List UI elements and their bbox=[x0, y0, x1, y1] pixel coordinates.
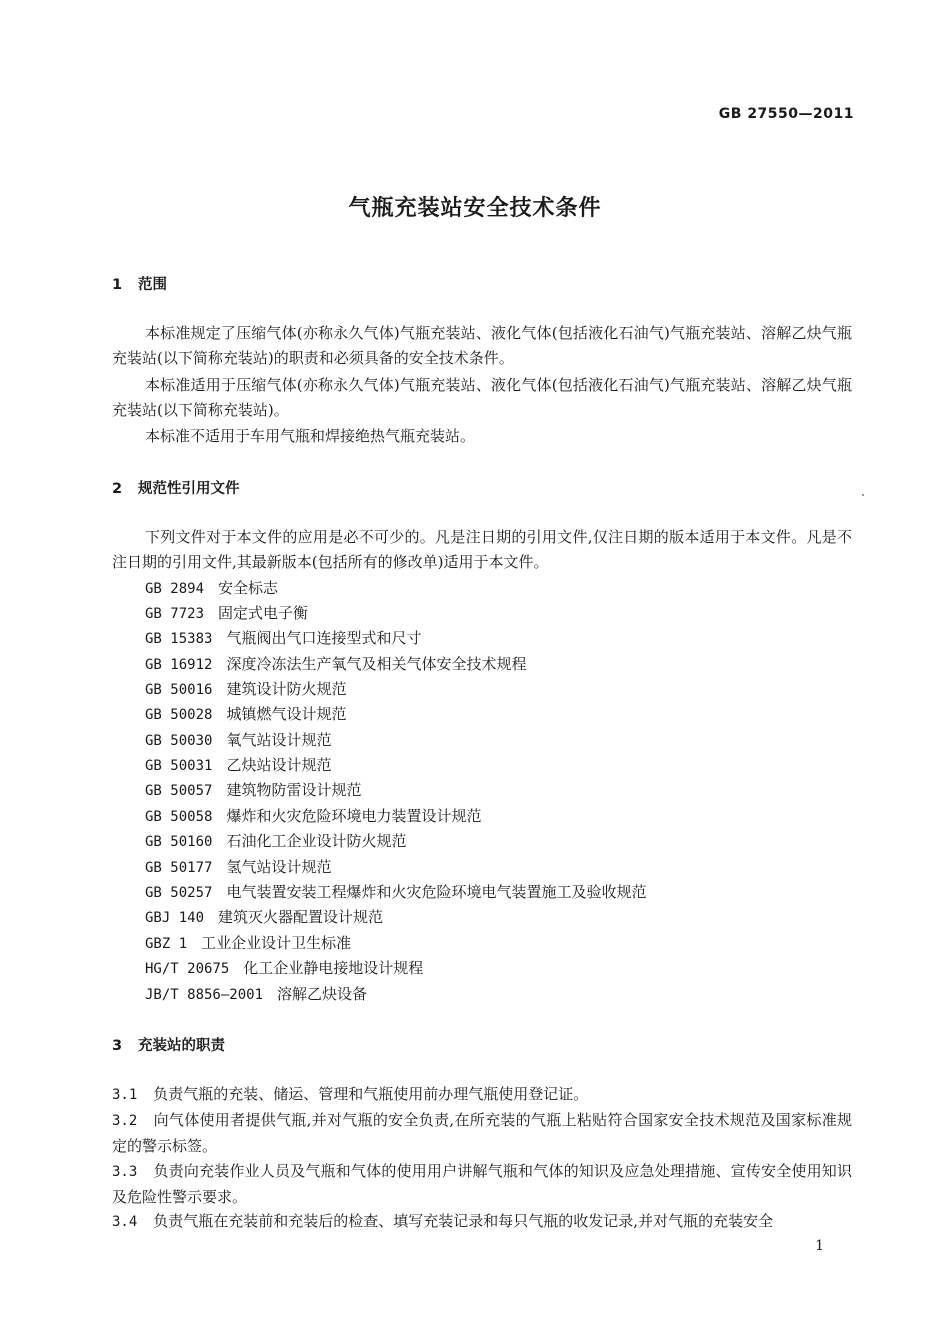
reference-name: 溶解乙炔设备 bbox=[277, 985, 368, 1003]
section-title: 规范性引用文件 bbox=[138, 481, 240, 497]
section-number: 2 bbox=[112, 481, 123, 497]
reference-item bbox=[145, 806, 481, 827]
reference-code: GB 7723 bbox=[145, 606, 205, 622]
reference-code: GB 15383 bbox=[145, 631, 213, 647]
reference-item bbox=[145, 704, 346, 725]
reference-name: 石油化工企业设计防火规范 bbox=[226, 832, 407, 850]
reference-name: 固定式电子衡 bbox=[218, 604, 309, 622]
clause-text: 负责气瓶在充装前和充装后的检查、填写充装记录和每只气瓶的收发记录,并对气瓶的充装安全 bbox=[153, 1212, 774, 1230]
section-number: 3 bbox=[112, 1038, 123, 1054]
reference-name: 爆炸和火灾危险环境电力装置设计规范 bbox=[226, 807, 482, 825]
reference-item bbox=[145, 780, 361, 801]
reference-item bbox=[145, 933, 351, 954]
clause-text: 负责气瓶的充装、储运、管理和气瓶使用前办理气瓶使用登记证。 bbox=[153, 1085, 589, 1103]
reference-code: GB 50028 bbox=[145, 707, 213, 723]
reference-code: GB 50030 bbox=[145, 733, 213, 749]
document-title: 气瓶充装站安全技术条件 bbox=[348, 196, 602, 221]
clause-number: 3.3 bbox=[112, 1164, 138, 1180]
clause bbox=[112, 1159, 852, 1210]
reference-code: GB 16912 bbox=[145, 657, 213, 673]
reference-code: GB 50160 bbox=[145, 834, 213, 850]
reference-item bbox=[145, 831, 406, 852]
reference-name: 氧气站设计规范 bbox=[226, 731, 332, 749]
section-title: 充装站的职责 bbox=[138, 1038, 225, 1054]
clause-number: 3.4 bbox=[112, 1214, 138, 1230]
reference-name: 建筑灭火器配置设计规范 bbox=[218, 908, 384, 926]
section-1-paragraph: 本标准适用于压缩气体(亦称永久气体)气瓶充装站、液化气体(包括液化石油气)气瓶充装站、溶解乙炔气瓶充装站(以下简称充装站)。 bbox=[112, 376, 852, 419]
reference-name: 气瓶阀出气口连接型式和尺寸 bbox=[226, 629, 422, 647]
reference-item bbox=[145, 755, 331, 776]
section-number: 1 bbox=[112, 277, 123, 293]
reference-name: 建筑物防雷设计规范 bbox=[226, 781, 362, 799]
reference-name: 电气装置安装工程爆炸和火灾危险环境电气装置施工及验收规范 bbox=[226, 883, 647, 901]
reference-code: GB 50257 bbox=[145, 885, 213, 901]
reference-name: 安全标志 bbox=[218, 579, 279, 597]
reference-item bbox=[145, 603, 308, 624]
reference-code: GB 50177 bbox=[145, 860, 213, 876]
reference-code: GBJ 140 bbox=[145, 910, 205, 926]
clause-number: 3.1 bbox=[112, 1087, 138, 1103]
reference-code: JB/T 8856—2001 bbox=[145, 987, 264, 1003]
scan-speck bbox=[862, 494, 864, 496]
reference-code: GB 50031 bbox=[145, 758, 213, 774]
clause bbox=[112, 1108, 852, 1159]
section-3-heading bbox=[112, 1034, 225, 1055]
reference-name: 城镇燃气设计规范 bbox=[226, 705, 347, 723]
section-2-intro: 下列文件对于本文件的应用是必不可少的。凡是注日期的引用文件,仅注日期的版本适用于本文件。凡是不注日期的引用文件,其最新版本(包括所有的修改单)适用于本文件。 bbox=[112, 528, 852, 571]
reference-item bbox=[145, 679, 346, 700]
reference-code: HG/T 20675 bbox=[145, 961, 230, 977]
clause-text: 向气体使用者提供气瓶,并对气瓶的安全负责,在所充装的气瓶上粘贴符合国家安全技术规范及国家标准规定的警示标签。 bbox=[112, 1111, 852, 1155]
section-1-paragraph: 本标准规定了压缩气体(亦称永久气体)气瓶充装站、液化气体(包括液化石油气)气瓶充装站、溶解乙炔气瓶充装站(以下简称充装站)的职责和必须具备的安全技术条件。 bbox=[112, 324, 852, 367]
reference-code: GBZ 1 bbox=[145, 936, 188, 952]
reference-name: 氢气站设计规范 bbox=[226, 858, 332, 876]
section-1-heading bbox=[112, 273, 167, 294]
reference-item bbox=[145, 578, 278, 599]
reference-item bbox=[145, 882, 646, 903]
reference-item bbox=[145, 907, 383, 928]
section-1-paragraph: 本标准不适用于车用气瓶和焊接绝热气瓶充装站。 bbox=[145, 427, 476, 445]
reference-name: 工业企业设计卫生标准 bbox=[201, 934, 352, 952]
reference-code: GB 50016 bbox=[145, 682, 213, 698]
clause bbox=[112, 1209, 852, 1235]
reference-item bbox=[145, 958, 423, 979]
reference-name: 建筑设计防火规范 bbox=[226, 680, 347, 698]
reference-name: 深度冷冻法生产氧气及相关气体安全技术规程 bbox=[226, 655, 527, 673]
reference-item bbox=[145, 984, 367, 1005]
page-number: 1 bbox=[815, 1238, 824, 1254]
reference-name: 化工企业静电接地设计规程 bbox=[243, 959, 424, 977]
reference-item bbox=[145, 730, 331, 751]
clause-text: 负责向充装作业人员及气瓶和气体的使用用户讲解气瓶和气体的知识及应急处理措施、宣传安全使用知识及危险性警示要求。 bbox=[112, 1162, 852, 1206]
reference-name: 乙炔站设计规范 bbox=[226, 756, 332, 774]
clause-number: 3.2 bbox=[112, 1113, 138, 1129]
clause bbox=[112, 1082, 852, 1108]
reference-item bbox=[145, 654, 526, 675]
section-title: 范围 bbox=[138, 277, 167, 293]
reference-item bbox=[145, 628, 421, 649]
reference-code: GB 50058 bbox=[145, 809, 213, 825]
reference-code: GB 50057 bbox=[145, 783, 213, 799]
standard-code: GB 27550—2011 bbox=[718, 106, 854, 122]
section-2-heading bbox=[112, 477, 240, 498]
reference-code: GB 2894 bbox=[145, 581, 205, 597]
reference-item bbox=[145, 857, 331, 878]
